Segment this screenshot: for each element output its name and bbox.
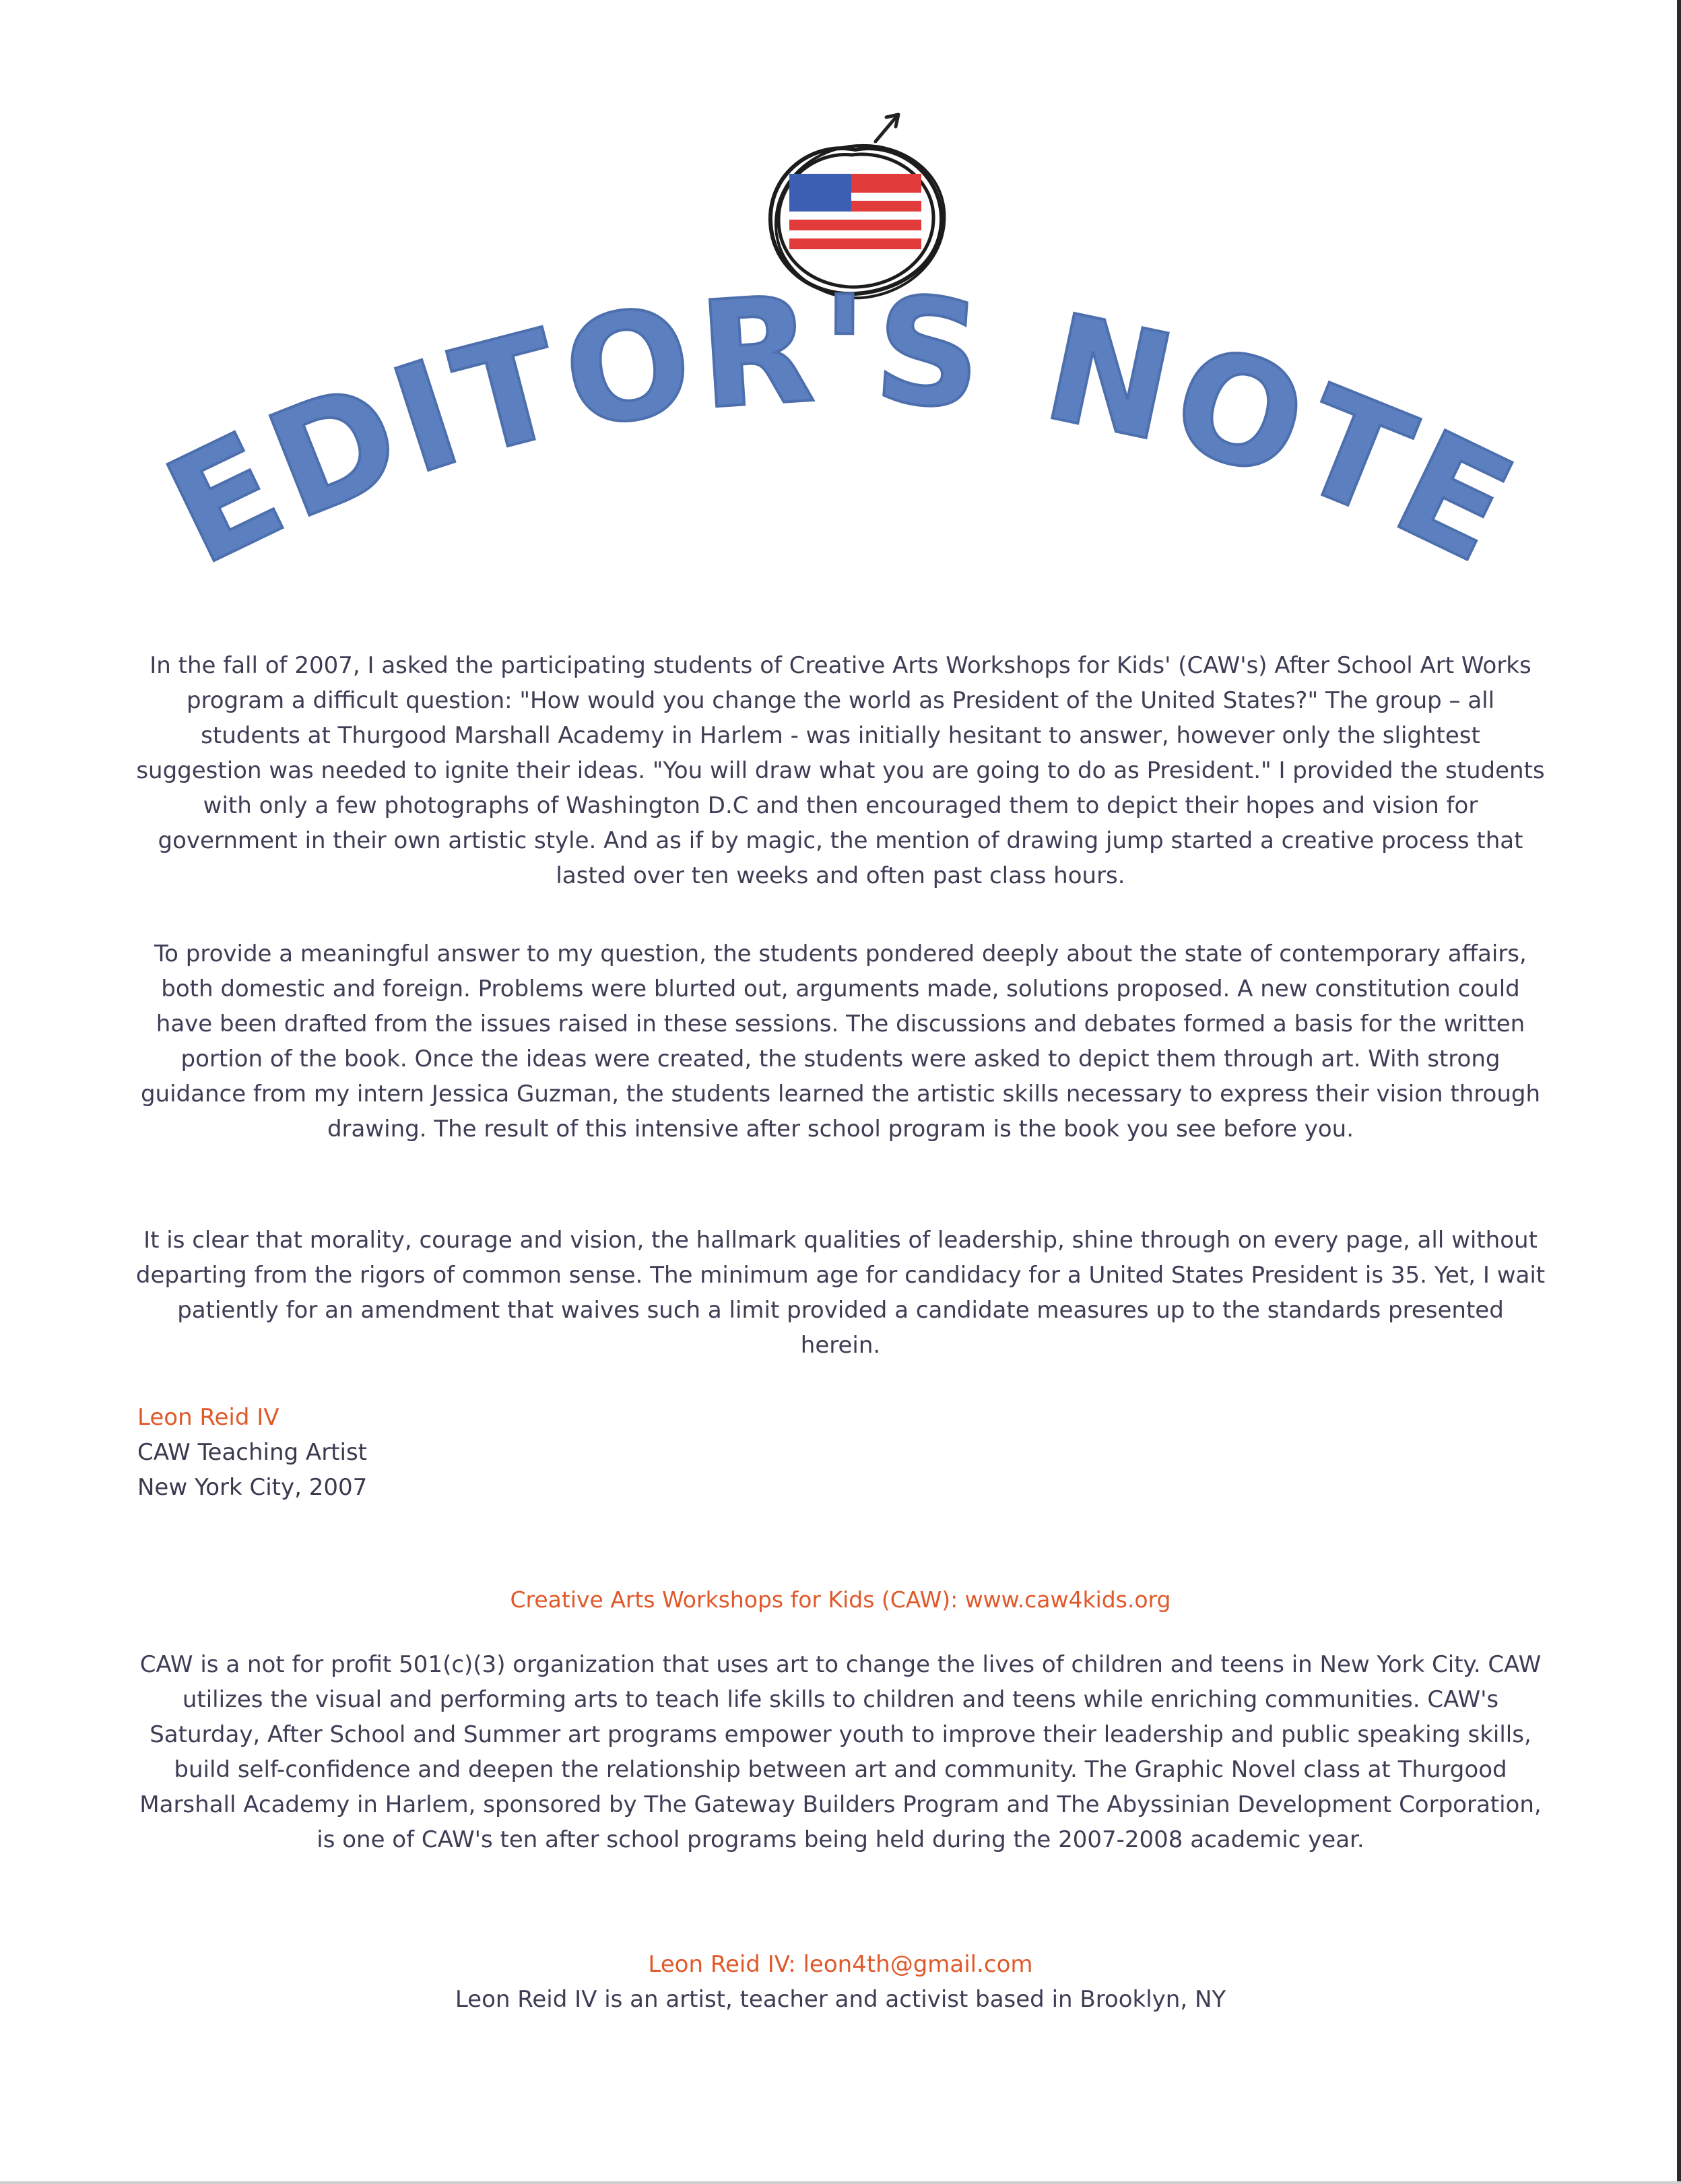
signature-role: CAW Teaching Artist bbox=[137, 1439, 367, 1466]
contact-block bbox=[0, 1947, 1681, 2017]
svg-text:EDITOR'S NOTE: EDITOR'S NOTE bbox=[143, 290, 1541, 598]
signature-block bbox=[137, 1400, 367, 1505]
caw-heading: Creative Arts Workshops for Kids (CAW): www.caw4kids.org bbox=[510, 1586, 1171, 1613]
apple-with-american-flag-icon bbox=[748, 101, 963, 317]
paragraph-conclusion: It is clear that morality, courage and vision, the hallmark qualities of leadership, shine through on every page, all without departing from the rigors of common sense. The minimum age for candidacy for a United States President is 35. Yet, I wait patiently for an amendment that waives such a limit provided a candidate measures up to the standards presented herein. bbox=[135, 1227, 1546, 1359]
contact-line: Leon Reid IV: leon4th@gmail.com bbox=[648, 1951, 1033, 1978]
signature-place-date: New York City, 2007 bbox=[137, 1474, 368, 1501]
caw-description: CAW is a not for profit 501(c)(3) organization that uses art to change the lives of children and teens in New York City. CAW utilizes the visual and performing arts to teach life skills to children and teens while enriching communities. CAW's Saturday, After School and Summer art programs empower youth to improve their leadership and public speaking skills, build self-confidence and deepen the relationship between art and community. The Graphic Novel class at Thurgood Marshall Academy in Harlem, sponsored by The Gateway Builders Program and The Abyssinian Development Corporation, is one of CAW's ten after school programs being held during the 2007-2008 academic year. bbox=[139, 1651, 1542, 1853]
scan-edge-bottom bbox=[0, 2181, 1681, 2184]
page-title bbox=[108, 290, 1573, 640]
scan-edge-right bbox=[1677, 0, 1681, 2184]
paragraph-intro: In the fall of 2007, I asked the participating students of Creative Arts Workshops for Kids' (CAW's) After School Art Works program a difficult question: "How would you change the world as President of the United States?" The group – all students at Thurgood Marshall Academy in Harlem - was initially hesitant to answer, however only the slightest suggestion was needed to ignite their ideas. "You will draw what you are going to do as President." I provided the students with only a few photographs of Washington D.C and then encouraged them to depict their hopes and vision for government in their own artistic style. And as if by magic, the mention of drawing jump started a creative process that lasted over ten weeks and often past class hours. bbox=[136, 652, 1545, 889]
signature-name: Leon Reid IV bbox=[137, 1404, 279, 1431]
paragraph-process: To provide a meaningful answer to my question, the students pondered deeply about the state of contemporary affairs, both domestic and foreign. Problems were blurted out, arguments made, solutions proposed. A new constitution could have been drafted from the issues raised in these sessions. The discussions and debates formed a basis for the written portion of the book. Once the ideas were created, the students were asked to depict them through art. With strong guidance from my intern Jessica Guzman, the students learned the artistic skills necessary to express their vision through drawing. The result of this intensive after school program is the book you see before you. bbox=[140, 940, 1541, 1143]
author-bio: Leon Reid IV is an artist, teacher and activist based in Brooklyn, NY bbox=[455, 1986, 1226, 2013]
